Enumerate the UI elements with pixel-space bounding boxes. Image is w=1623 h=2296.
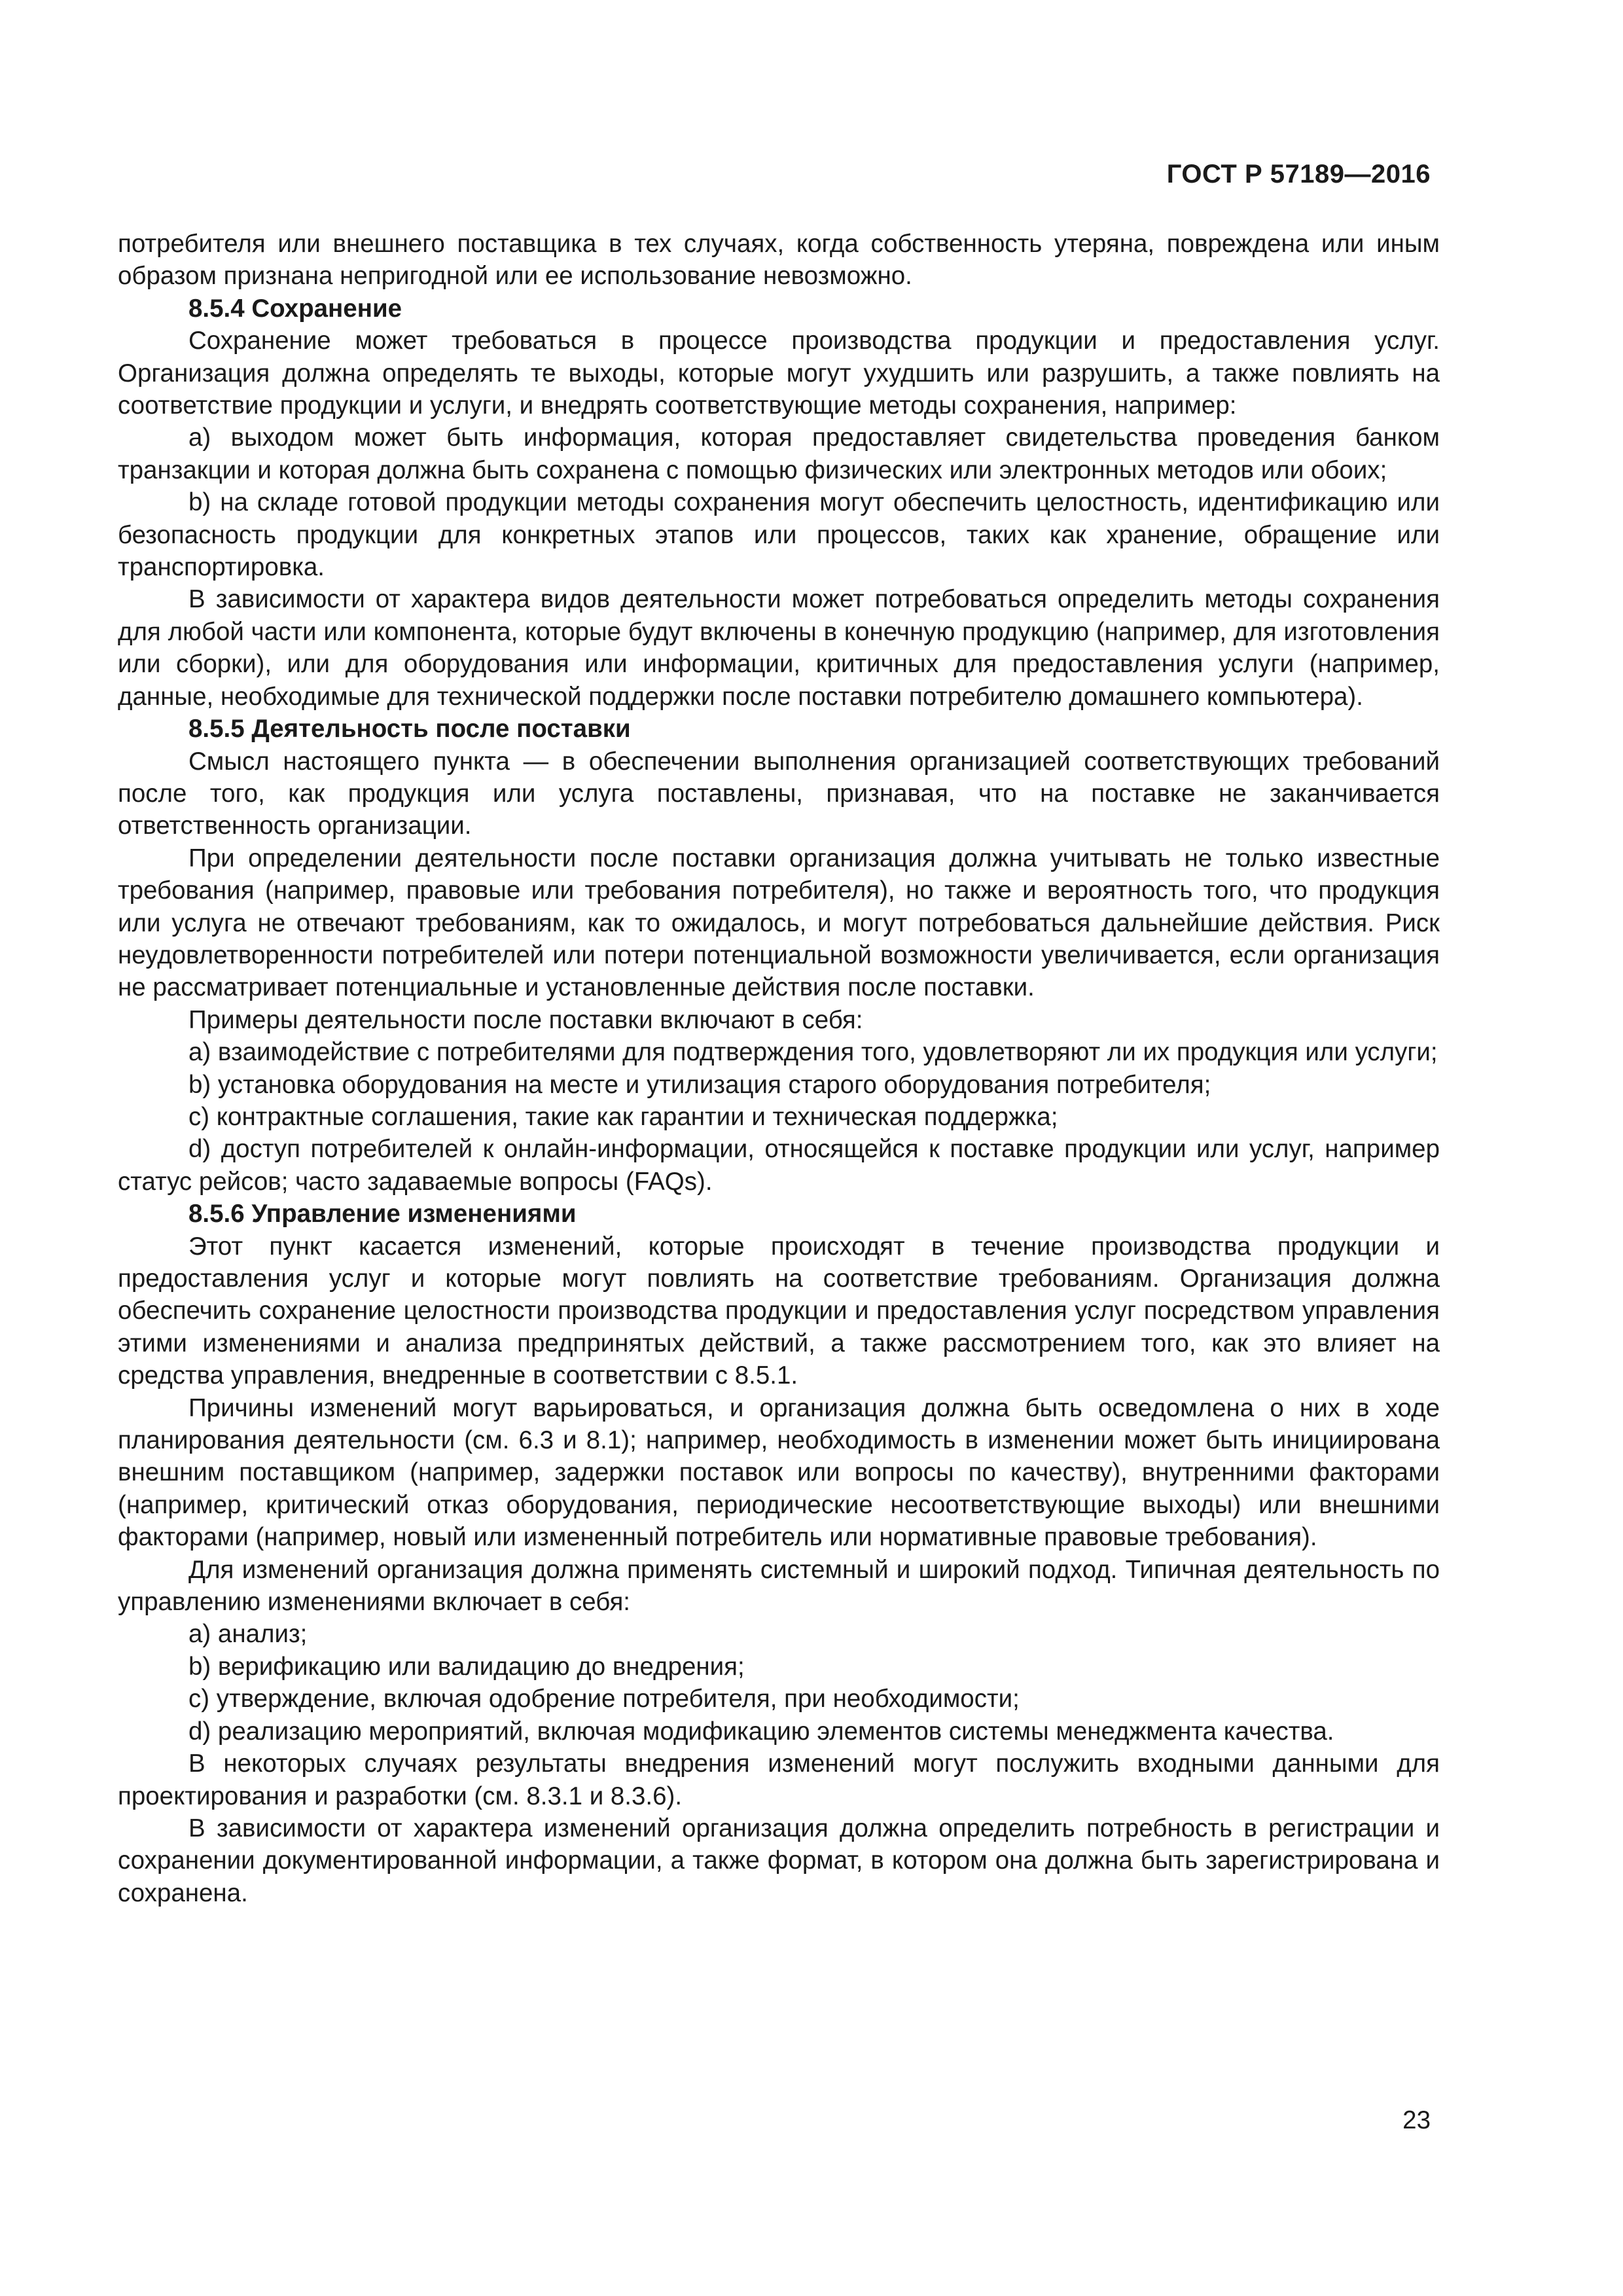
paragraph: d) реализацию мероприятий, включая модификацию элементов системы менеджмента качества.	[188, 1717, 1334, 1746]
paragraph: При определении деятельности после поставки организация должна учитывать не только известные требования (например, правовые или требования потребителя), но также и вероятность того, что продукция или услуга не отвечают требованиям, как то ожидалось, и могут потребоваться дальнейшие действия. Риск неудовлетворенности потребителей или потери потенциальной возможности увеличивается, если организация не рассматривает потенциальные и установленные действия после поставки.	[118, 844, 1440, 1002]
paragraph: b) установка оборудования на месте и утилизация старого оборудования потребителя;	[188, 1070, 1211, 1099]
section-heading: 8.5.4 Сохранение	[188, 294, 402, 323]
paragraph: a) анализ;	[188, 1620, 308, 1649]
paragraph: Причины изменений могут варьироваться, и организация должна быть осведомлена о них в ходе планирования деятельности (см. 6.3 и 8.1); например, необходимость в изменении может быть инициирована внешним поставщиком (например, задержки поставок или вопросы по качеству), внутренними факторами (например, критический отказ оборудования, периодические несоответствующие выходы) или внешними факторами (например, новый или измененный потребитель или нормативные правовые требования).	[118, 1393, 1440, 1552]
paragraph: В зависимости от характера видов деятельности может потребоваться определить методы сохранения для любой части или компонента, которые будут включены в конечную продукцию (например, для изготовления или сборки), или для оборудования или информации, критичных для предоставления услуги (например, данные, необходимые для технической поддержки после поставки потребителю домашнего компьютера).	[118, 585, 1440, 711]
paragraph: В некоторых случаях результаты внедрения изменений могут послужить входными данными для проектирования и разработки (см. 8.3.1 и 8.3.6).	[118, 1749, 1440, 1810]
paragraph: Смысл настоящего пункта — в обеспечении выполнения организацией соответствующих требований после того, как продукция или услуга поставлены, признавая, что на поставке не заканчивается ответственность организации.	[118, 747, 1440, 840]
paragraph: b) на складе готовой продукции методы сохранения могут обеспечить целостность, идентификацию или безопасность продукции для конкретных этапов или процессов, таких как хранение, обращение или транспортировка.	[118, 488, 1440, 582]
paragraph: Примеры деятельности после поставки включают в себя:	[188, 1005, 863, 1034]
document-body	[118, 228, 1440, 1909]
paragraph: Сохранение может требоваться в процессе производства продукции и предоставления услуг. Организация должна определять те выходы, которые могут ухудшить или разрушить, а также повлиять на соответствие продукции и услуги, и внедрять соответствующие методы сохранения, например:	[118, 327, 1440, 420]
paragraph: c) утверждение, включая одобрение потребителя, при необходимости;	[188, 1685, 1020, 1713]
paragraph: В зависимости от характера изменений организация должна определить потребность в регистрации и сохранении документированной информации, а также формат, в котором она должна быть зарегистрирована и сохранена.	[118, 1814, 1440, 1907]
paragraph: a) выходом может быть информация, которая предоставляет свидетельства проведения банком транзакции и которая должна быть сохранена с помощью физических или электронных методов или обоих;	[118, 423, 1440, 484]
paragraph: b) верификацию или валидацию до внедрения;	[188, 1652, 745, 1681]
standard-designation: ГОСТ Р 57189—2016	[1166, 160, 1431, 188]
paragraph: a) взаимодействие с потребителями для подтверждения того, удовлетворяют ли их продукция или услуги;	[188, 1038, 1438, 1067]
paragraph: c) контрактные соглашения, такие как гарантии и техническая поддержка;	[188, 1102, 1058, 1131]
section-heading: 8.5.6 Управление изменениями	[188, 1200, 577, 1229]
paragraph: потребителя или внешнего поставщика в тех случаях, когда собственность утеряна, повреждена или иным образом признана непригодной или ее использование невозможно.	[118, 230, 1440, 291]
paragraph: d) доступ потребителей к онлайн-информации, относящейся к поставке продукции или услуг, например статус рейсов; часто задаваемые вопросы (FAQs).	[118, 1135, 1440, 1196]
paragraph: Для изменений организация должна применять системный и широкий подход. Типичная деятельность по управлению изменениями включает в себя:	[118, 1555, 1440, 1617]
page-number: 23	[1402, 2106, 1431, 2134]
section-heading: 8.5.5 Деятельность после поставки	[188, 715, 631, 744]
paragraph: Этот пункт касается изменений, которые происходят в течение производства продукции и предоставления услуг и которые могут повлиять на соответствие требованиям. Организация должна обеспечить сохранение целостности производства продукции и предоставления услуг посредством управления этими изменениями и анализа предпринятых действий, а также рассмотрением того, как это влияет на средства управления, внедренные в соответствии с 8.5.1.	[118, 1232, 1440, 1390]
